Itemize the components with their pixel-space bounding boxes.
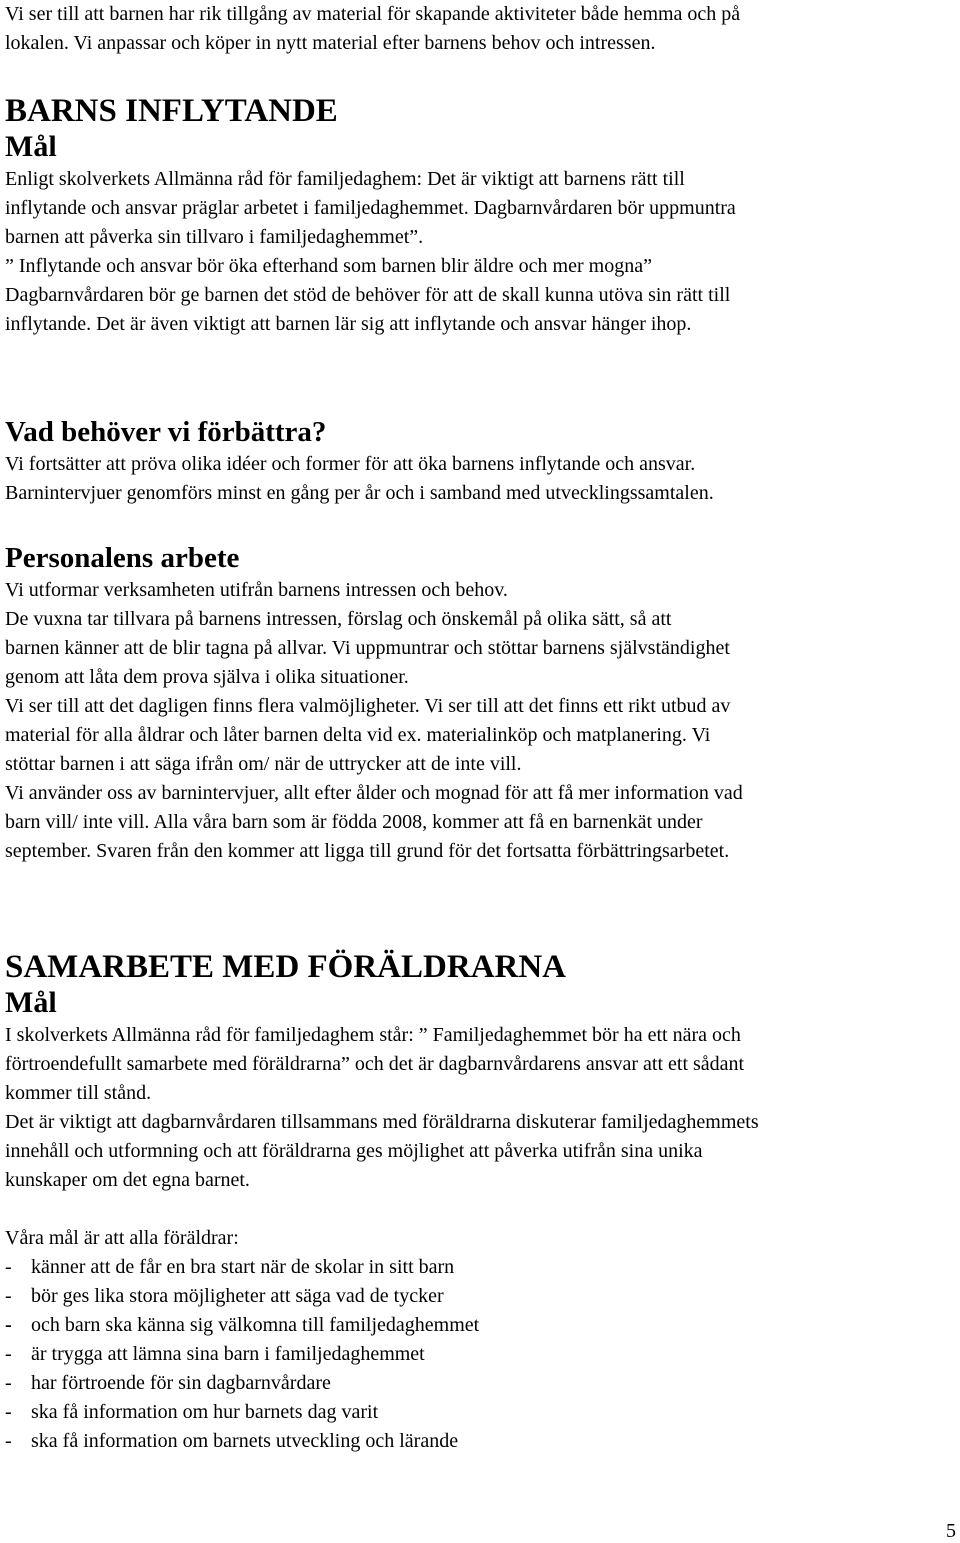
text-line: ” Inflytande och ansvar bör öka efterhand som barnen blir äldre och mer mogna” xyxy=(5,255,652,277)
section-heading: BARNS INFLYTANDE xyxy=(5,93,338,129)
text-line: Enligt skolverkets Allmänna råd för familjedaghem: Det är viktigt att barnens rätt till xyxy=(5,168,685,190)
text-line: inflytande och ansvar präglar arbetet i familjedaghemmet. Dagbarnvårdaren bör uppmuntra xyxy=(5,197,736,219)
text-line: material för alla åldrar och låter barnen delta vid ex. materialinköp och matplanering. Vi xyxy=(5,724,711,746)
text-line: stöttar barnen i att säga ifrån om/ när de uttrycker att de inte vill. xyxy=(5,753,522,775)
text-line: Vi utformar verksamheten utifrån barnens intressen och behov. xyxy=(5,579,508,601)
list-item-text: ska få information om hur barnets dag varit xyxy=(31,1401,379,1423)
text-line: Vi fortsätter att pröva olika idéer och former för att öka barnens inflytande och ansvar. xyxy=(5,453,696,475)
text-line: Det är viktigt att dagbarnvårdaren tillsammans med föräldrarna diskuterar familjedaghemmets xyxy=(5,1111,759,1133)
text-line: barn vill/ inte vill. Alla våra barn som är födda 2008, kommer att få en barnenkät under xyxy=(5,811,703,833)
list-item xyxy=(5,1427,759,1456)
section-barns-inflytande xyxy=(5,91,736,339)
text-line: inflytande. Det är även viktigt att barnen lär sig att inflytande och ansvar hänger ihop. xyxy=(5,313,692,335)
section-forbattra xyxy=(5,414,714,508)
goals-list xyxy=(5,1253,759,1456)
section-samarbete xyxy=(5,947,759,1456)
bullet-dash: - xyxy=(5,1256,12,1278)
bullet-dash: - xyxy=(5,1430,12,1452)
bullet-dash: - xyxy=(5,1314,12,1336)
text-line: Dagbarnvårdaren bör ge barnen det stöd de behöver för att de skall kunna utöva sin rätt till xyxy=(5,284,731,306)
list-item-text: ska få information om barnets utveckling och lärande xyxy=(31,1430,459,1452)
page-number: 5 xyxy=(946,1520,956,1542)
section-personalens-arbete xyxy=(5,540,743,866)
list-item xyxy=(5,1369,759,1398)
list-item xyxy=(5,1311,759,1340)
bullet-dash: - xyxy=(5,1401,12,1423)
list-item xyxy=(5,1398,759,1427)
list-item-text: har förtroende för sin dagbarnvårdare xyxy=(31,1372,331,1394)
list-item-text: är trygga att lämna sina barn i familjedaghemmet xyxy=(31,1343,425,1365)
list-item-text: bör ges lika stora möjligheter att säga vad de tycker xyxy=(31,1285,444,1307)
text-line: lokalen. Vi anpassar och köper in nytt material efter barnens behov och intressen. xyxy=(5,32,656,54)
text-line: I skolverkets Allmänna råd för familjedaghem står: ” Familjedaghemmet bör ha ett nära och xyxy=(5,1024,741,1046)
section-heading: SAMARBETE MED FÖRÄLDRARNA xyxy=(5,949,567,985)
section-heading: Vad behöver vi förbättra? xyxy=(5,416,327,448)
text-line: förtroendefullt samarbete med föräldrarna” och det är dagbarnvårdarens ansvar att ett sådant xyxy=(5,1053,745,1075)
text-line: innehåll och utformning och att föräldrarna ges möjlighet att påverka utifrån sina unika xyxy=(5,1140,703,1162)
text-line: kommer till stånd. xyxy=(5,1082,152,1104)
bullet-dash: - xyxy=(5,1343,12,1365)
list-item-text: känner att de får en bra start när de skolar in sitt barn xyxy=(31,1256,455,1278)
section-heading: Personalens arbete xyxy=(5,542,240,574)
text-line: Vi använder oss av barnintervjuer, allt efter ålder och mognad för att få mer information vad xyxy=(5,782,743,804)
section-subheading: Mål xyxy=(5,986,57,1019)
goals-intro: Våra mål är att alla föräldrar: xyxy=(5,1227,239,1249)
text-line: barnen att påverka sin tillvaro i familjedaghemmet”. xyxy=(5,226,424,248)
text-line: Vi ser till att barnen har rik tillgång av material för skapande aktiviteter både hemma och på xyxy=(5,3,741,25)
list-item xyxy=(5,1282,759,1311)
text-line: kunskaper om det egna barnet. xyxy=(5,1169,250,1191)
text-line: Vi ser till att det dagligen finns flera valmöjligheter. Vi ser till att det finns ett rikt utbud av xyxy=(5,695,731,717)
bullet-dash: - xyxy=(5,1285,12,1307)
list-item xyxy=(5,1253,759,1282)
bullet-dash: - xyxy=(5,1372,12,1394)
intro-paragraph xyxy=(5,0,740,58)
text-line: september. Svaren från den kommer att ligga till grund för det fortsatta förbättringsarbetet. xyxy=(5,840,730,862)
section-subheading: Mål xyxy=(5,130,57,163)
text-line: De vuxna tar tillvara på barnens intressen, förslag och önskemål på olika sätt, så att xyxy=(5,608,672,630)
text-line: barnen känner att de blir tagna på allvar. Vi uppmuntrar och stöttar barnens självständighet xyxy=(5,637,730,659)
list-item-text: och barn ska känna sig välkomna till familjedaghemmet xyxy=(31,1314,480,1336)
text-line: Barnintervjuer genomförs minst en gång per år och i samband med utvecklingssamtalen. xyxy=(5,482,714,504)
text-line: genom att låta dem prova själva i olika situationer. xyxy=(5,666,409,688)
list-item xyxy=(5,1340,759,1369)
